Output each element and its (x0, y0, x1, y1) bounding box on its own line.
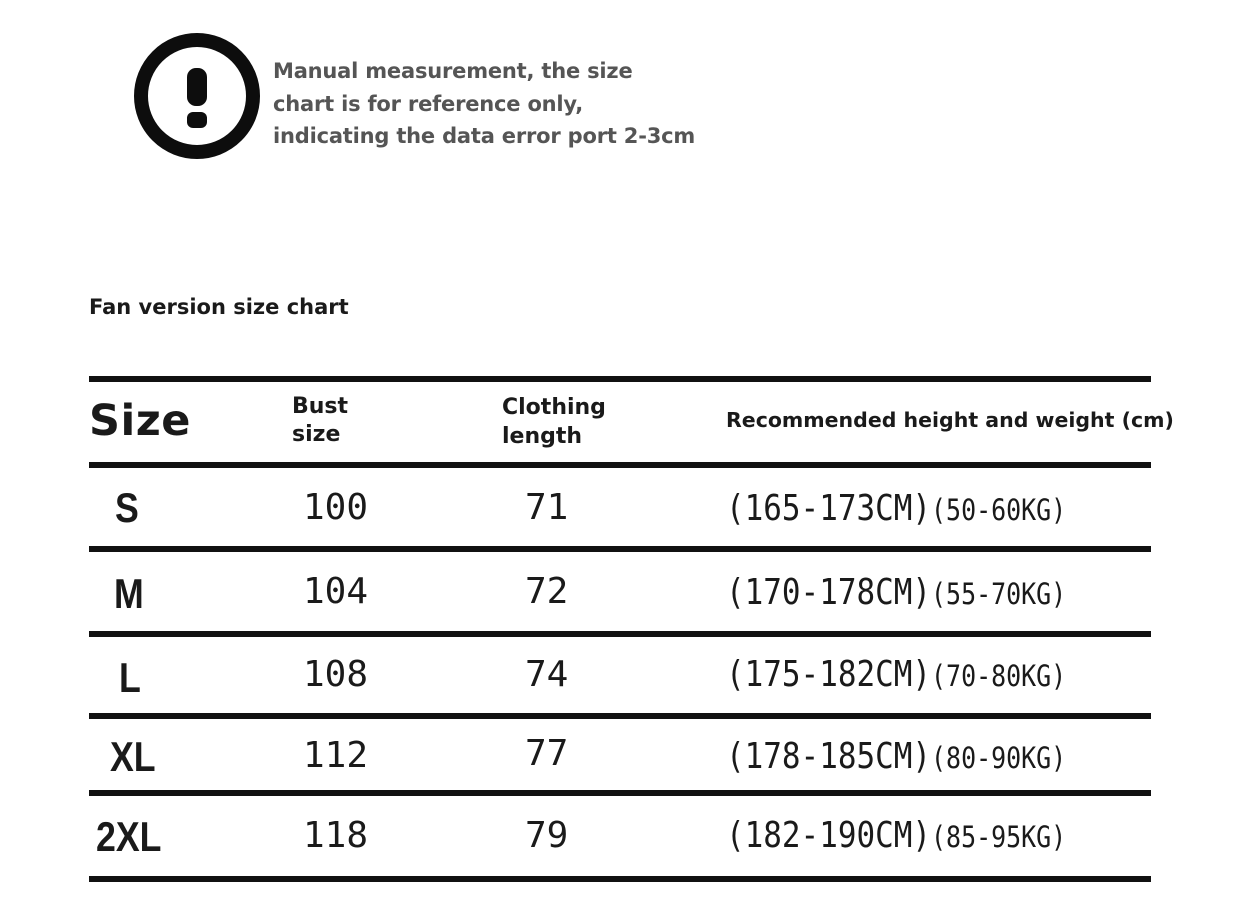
row-bust: 100 (303, 487, 369, 528)
notice-line: indicating the data error port 2-3cm (273, 124, 696, 148)
header-recommended: Recommended height and weight (cm) (726, 408, 1174, 432)
exclamation-circle-icon (133, 32, 261, 160)
row-size: 2XL (96, 813, 162, 860)
row-height: (178-185CM) (726, 736, 932, 777)
row-weight: (50-60KG) (931, 493, 1067, 527)
table-rule (89, 876, 1151, 882)
row-recommended (726, 654, 1066, 695)
row-size: M (114, 570, 144, 617)
header-bust-line: Bust (292, 394, 349, 419)
row-height: (170-178CM) (726, 572, 932, 613)
row-recommended (726, 572, 1066, 613)
row-size: L (119, 654, 141, 701)
chart-title: Fan version size chart (89, 295, 349, 319)
header-length-line: length (502, 424, 583, 449)
header-bust-size (292, 393, 348, 449)
header-size: Size (89, 396, 191, 446)
row-weight: (80-90KG) (931, 741, 1067, 775)
row-length: 77 (525, 733, 569, 774)
notice-line: chart is for reference only, (273, 91, 584, 116)
measurement-notice (273, 55, 703, 153)
table-rule (89, 631, 1151, 637)
table-rule (89, 713, 1151, 719)
row-height: (165-173CM) (726, 488, 932, 529)
header-clothing-length (502, 393, 606, 451)
table-rule (89, 546, 1151, 552)
header-length-line: Clothing (502, 395, 606, 420)
table-rule (89, 376, 1151, 382)
row-bust: 118 (303, 815, 369, 856)
table-rule (89, 790, 1151, 796)
notice-line: Manual measurement, the size (273, 59, 633, 83)
row-bust: 104 (303, 571, 369, 612)
row-height: (175-182CM) (726, 654, 932, 695)
header-bust-line: size (292, 422, 341, 447)
row-length: 72 (525, 571, 569, 612)
row-weight: (85-95KG) (931, 820, 1067, 854)
row-size: XL (110, 733, 156, 780)
row-size: S (115, 484, 139, 531)
row-bust: 112 (303, 735, 369, 776)
table-rule (89, 462, 1151, 468)
row-recommended (726, 815, 1066, 856)
row-bust: 108 (303, 654, 369, 695)
row-length: 71 (525, 487, 569, 528)
row-recommended (726, 488, 1066, 529)
row-length: 74 (525, 654, 569, 695)
row-height: (182-190CM) (726, 815, 932, 856)
row-length: 79 (525, 815, 569, 856)
row-weight: (55-70KG) (931, 577, 1067, 611)
row-recommended (726, 736, 1066, 777)
row-weight: (70-80KG) (931, 659, 1067, 693)
